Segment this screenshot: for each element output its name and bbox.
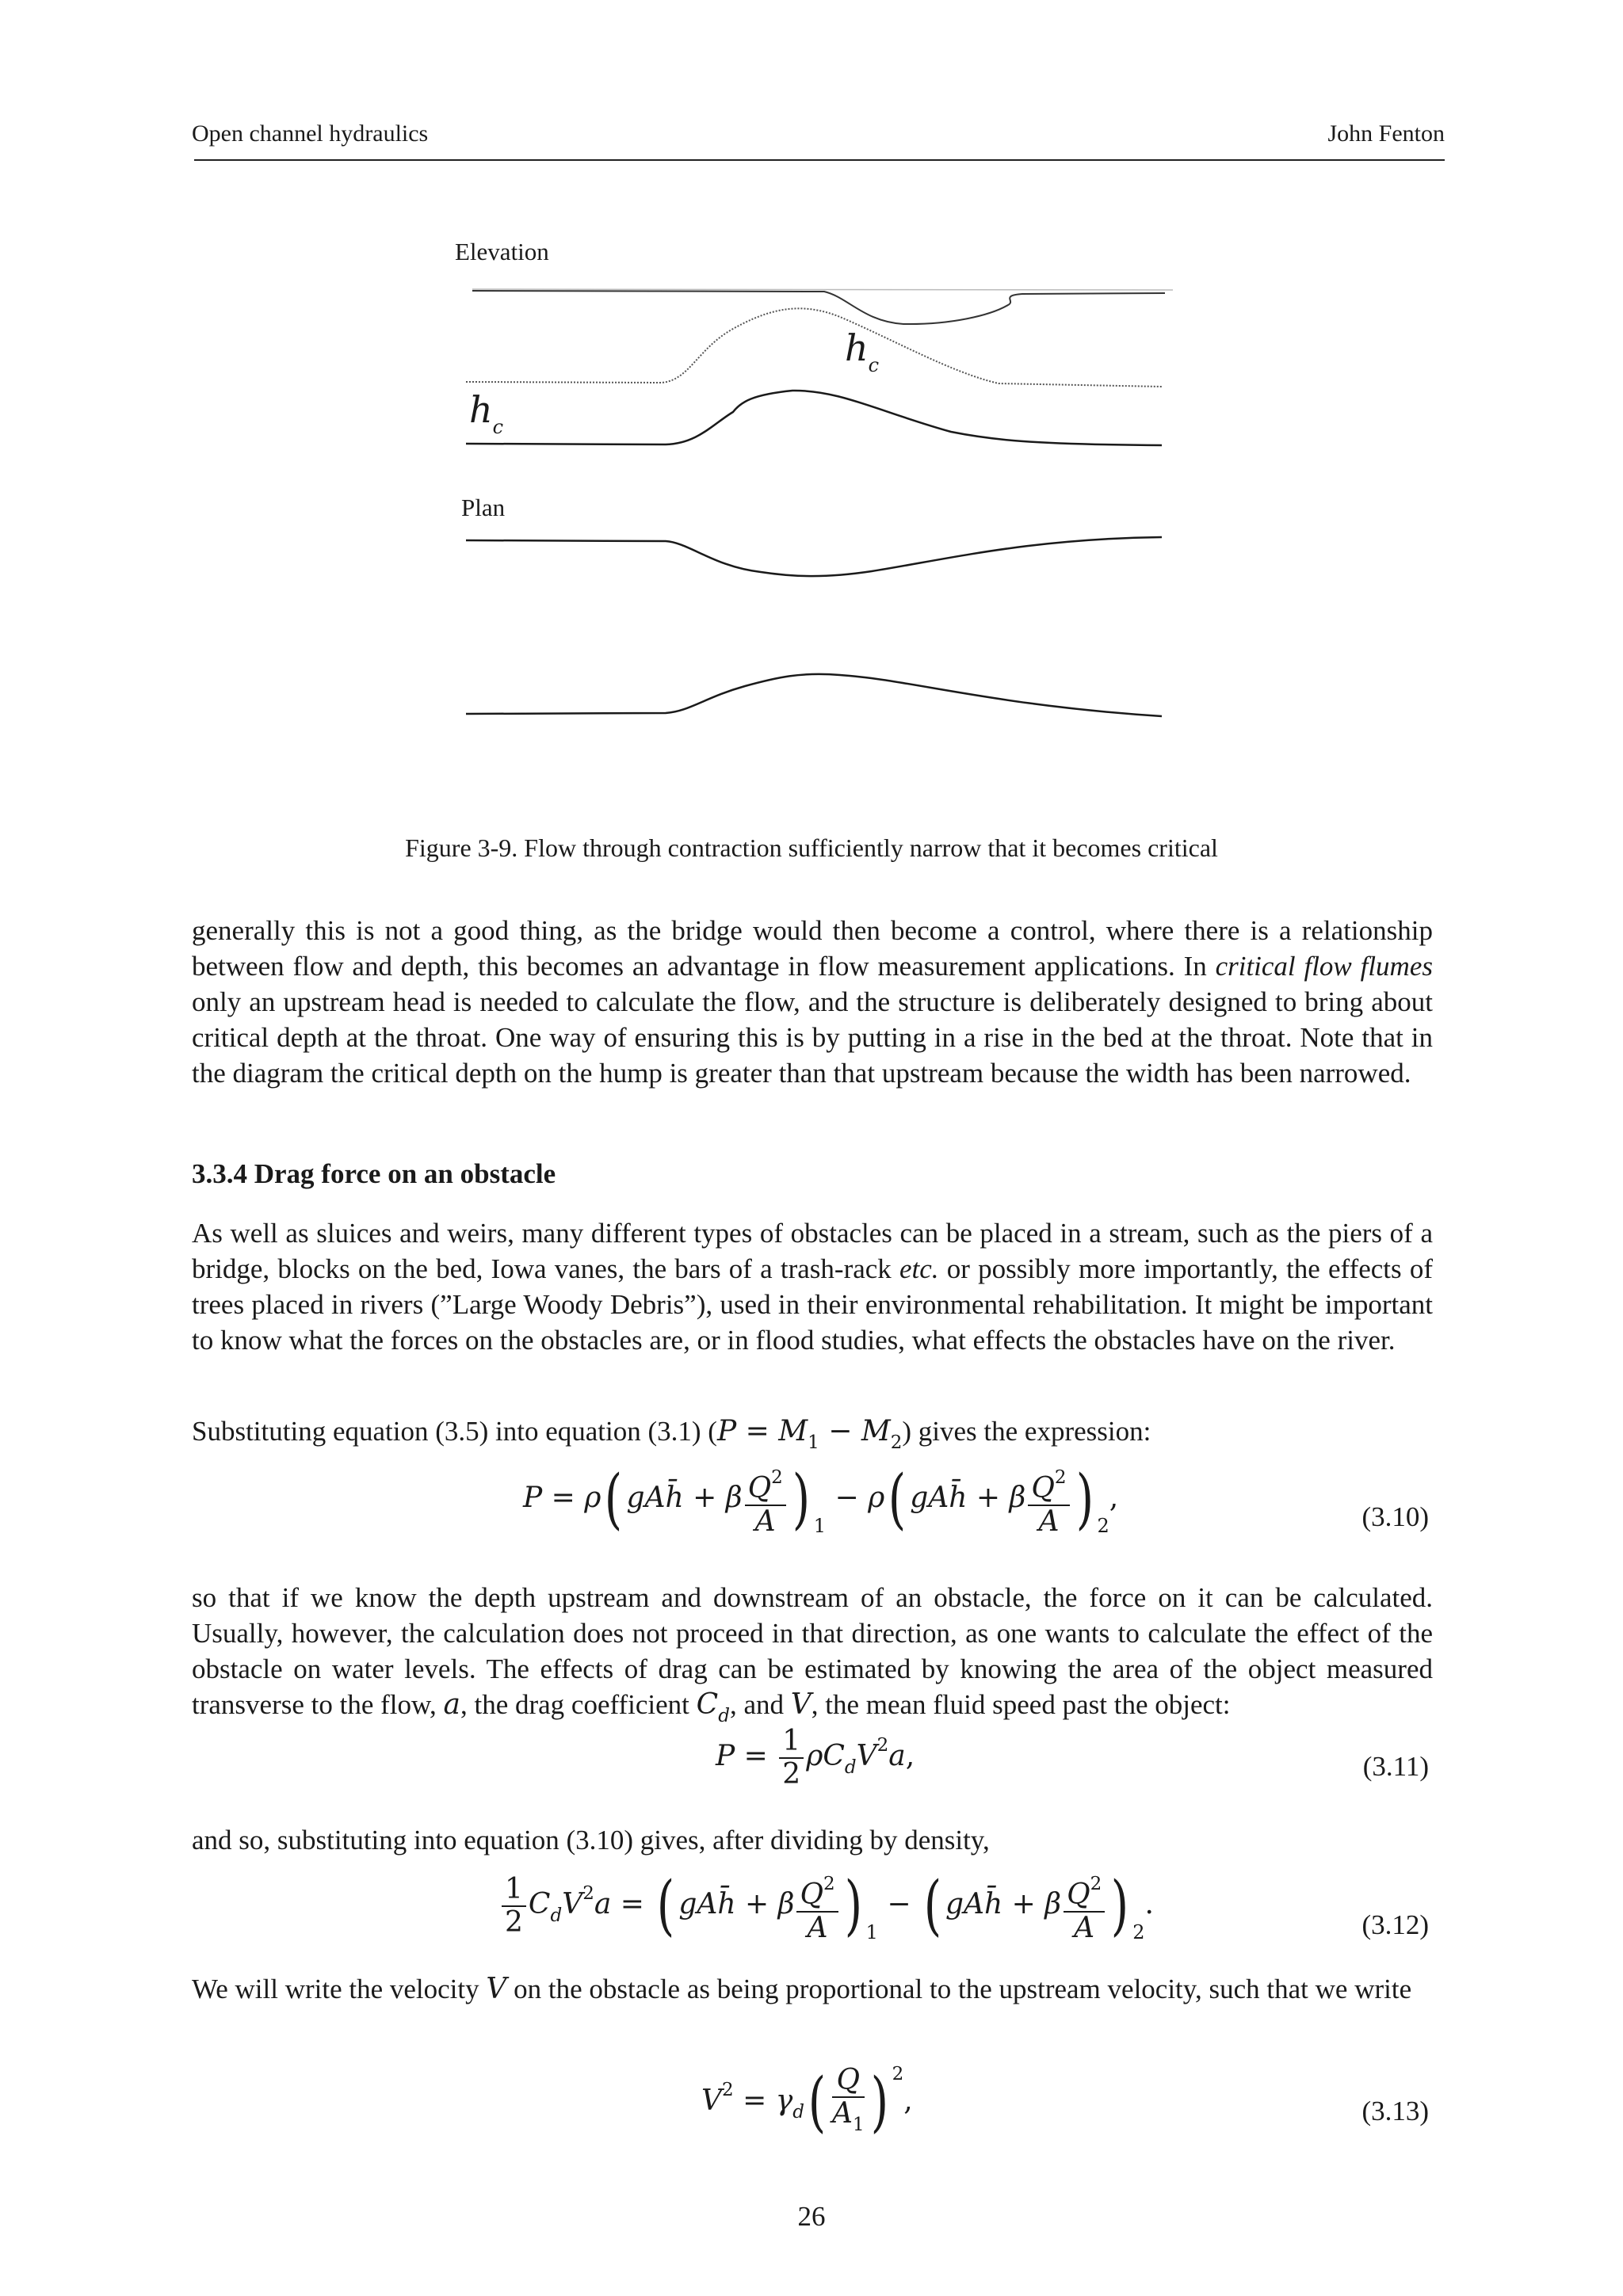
- contraction-figure: [0, 0, 1623, 792]
- total-head-line: [472, 289, 1173, 290]
- paragraph-substituting: Substituting equation (3.5) into equation (3.1) $(P = M_1 - M_2)$ gives the expression:: [192, 1415, 1151, 1453]
- paragraph-dividing-density: and so, substituting into equation (3.10) gives, after dividing by density,: [192, 1825, 990, 1855]
- running-header-title: Open channel hydraulics: [192, 120, 429, 147]
- bed-profile: [466, 391, 1162, 445]
- elevation-label: Elevation: [455, 238, 549, 265]
- figure-caption: Figure 3-9. Flow through contraction sufficiently narrow that it becomes critical: [405, 833, 1218, 862]
- plan-upper-bank: [466, 537, 1162, 576]
- paragraph-drag-estimate: so that if we know the depth upstream and downstream of an obstacle, the force on it can be calculated. Usually, however, the calculation does not proceed in that direction, as one wants to calculate the effect of the obstacle on water levels. The effects of drag can be estimated by knowing the area of the object measured transverse to the flow, a, the drag coefficient $C_d$, and V, the mean fluid speed past the object:: [192, 1582, 1433, 1726]
- plan-lower-bank: [466, 674, 1162, 716]
- upstream-water-surface: [472, 291, 1165, 324]
- paragraph-velocity: We will write the velocity V on the obstacle as being proportional to the upstream velocity, such that we write: [192, 1973, 1412, 2005]
- running-header-author: John Fenton: [1327, 120, 1445, 147]
- paragraph-obstacles: As well as sluices and weirs, many different types of obstacles can be placed in a stream, such as the piers of a bridge, blocks on the bed, Iowa vanes, the bars of a trash-rack etc. or possibly more importantly, the effects of trees placed in rivers (”Large Woody Debris”), used in their environmental rehabilitation. It might be important to know what the forces on the obstacles are, or in flood studies, what effects the obstacles have on the river.: [192, 1218, 1433, 1356]
- plan-label: Plan: [461, 494, 506, 521]
- hc-label-upstream: $h_c$: [469, 388, 504, 438]
- paragraph-critical-flumes: generally this is not a good thing, as the bridge would then become a control, where there is a relationship between flow and depth, this becomes an advantage in flow measurement applications. In critical flow flumes only an upstream head is needed to calculate the flow, and the structure is deliberately designed to bring about critical depth at the throat. One way of ensuring this is by putting in a rise in the bed at the throat. Note that in the diagram the critical depth on the hump is greater than that upstream because the width has been narrowed.: [192, 915, 1433, 1089]
- page-number: 26: [797, 2201, 826, 2232]
- critical-depth-line: [466, 308, 1162, 387]
- section-heading: 3.3.4 Drag force on an obstacle: [192, 1158, 556, 1189]
- hc-label-throat: $h_c$: [845, 326, 880, 376]
